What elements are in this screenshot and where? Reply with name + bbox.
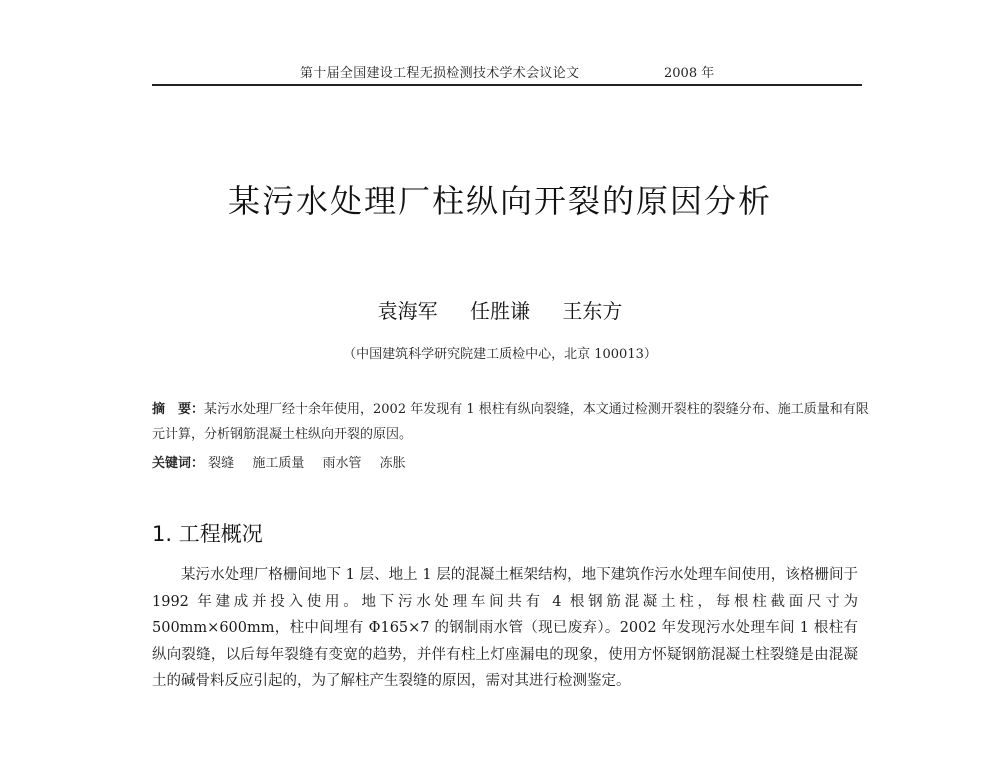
abstract-text: 某污水处理厂经十余年使用，2002 年发现有 1 根柱有纵向裂缝，本文通过检测开裂柱的裂缝分布、施工质量和有限元计算，分析钢筋混凝土柱纵向开裂的原因。 [152,402,869,442]
author-name: 任胜谦 [470,299,530,323]
conference-year: 2008 年 [664,66,715,81]
author-affiliation: （中国建筑科学研究院建工质检中心，北京 100013） [343,347,657,362]
running-header [150,62,860,82]
header-divider [152,84,862,86]
keywords [152,452,872,471]
abstract-label: 摘 要： [152,402,205,417]
keyword: 冻胀 [379,456,406,471]
section-paragraph: 某污水处理厂格栅间地下 1 层、地上 1 层的混凝土框架结构，地下建筑作污水处理车间使用，该格栅间于 1992 年建成并投入使用。地下污水处理车间共有 4 根钢筋混凝土柱，每根柱截面尺寸为 500mm×600mm，柱中间埋有 Φ165×7 的钢制雨水管（现已废弃）。2002 年发现污水处理车间 1 根柱有纵向裂缝，以后每年裂缝有变宽的趋势，并伴有柱上灯座漏电的现象，使用方怀疑钢筋混凝土柱裂缝是由混凝土的碱骨料反应引起的，为了解柱产生裂缝的原因，需对其进行检测鉴定。 [152,567,858,689]
conference-name: 第十届全国建设工程无损检测技术学术会议论文 [300,66,580,81]
author-name: 袁海军 [377,299,438,323]
section-heading: 1. 工程概况 [152,522,263,546]
author-list [0,295,1000,324]
paper-title: 某污水处理厂柱纵向开裂的原因分析 [227,182,772,220]
keywords-label: 关键词： [152,456,205,471]
keyword: 施工质量 [252,456,305,471]
keyword: 雨水管 [322,456,362,471]
abstract [152,397,872,447]
author-name: 王东方 [562,299,623,323]
keyword: 裂缝 [208,456,235,471]
